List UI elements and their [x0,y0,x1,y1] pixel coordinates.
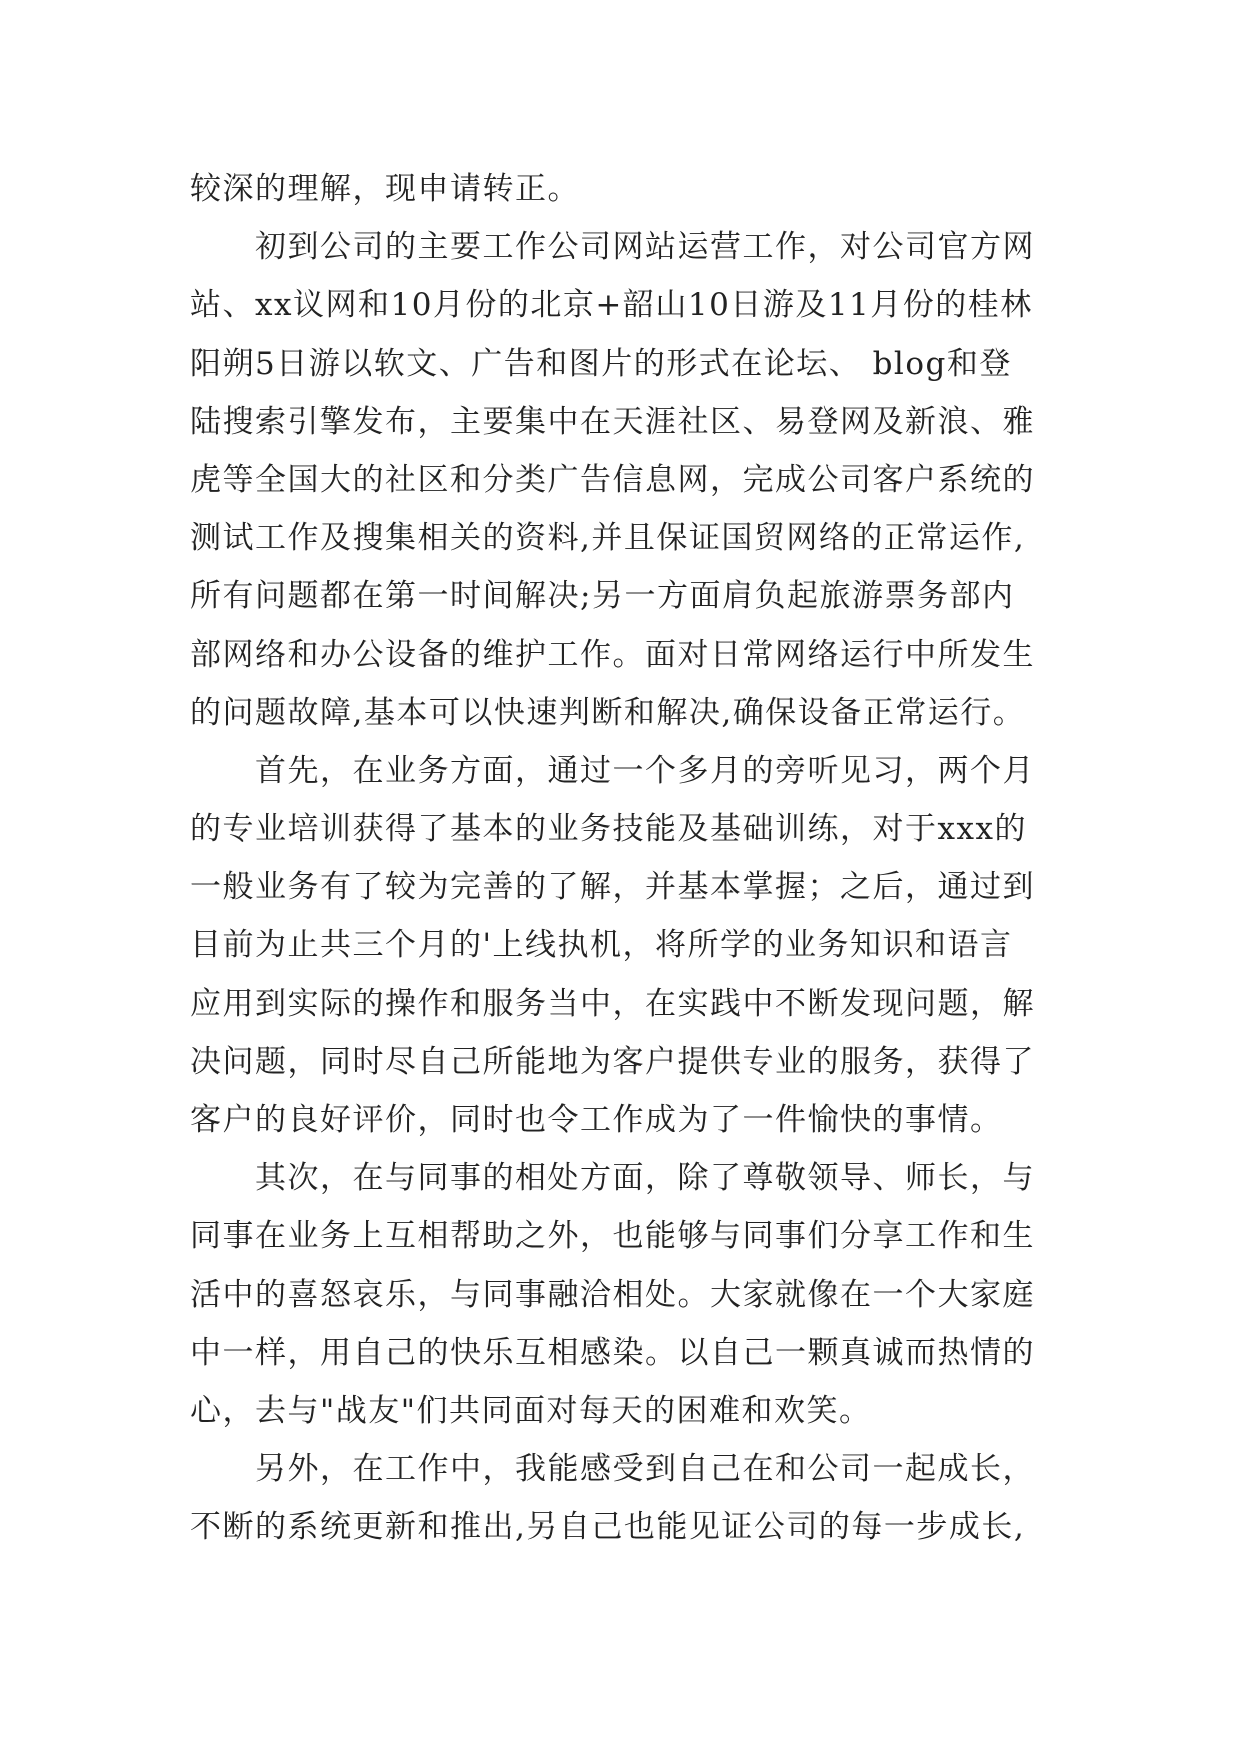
text-line: 部网络和办公设备的维护工作。面对日常网络运行中所发生 [190,636,1035,673]
text-line: 一般业务有了较为完善的了解，并基本掌握；之后，通过到 [190,869,1035,906]
text-line: 陆搜索引擎发布，主要集中在天涯社区、易登网及新浪、雅 [190,403,1035,440]
text-line: 同事在业务上互相帮助之外，也能够与同事们分享工作和生 [190,1218,1035,1255]
text-line: 站、xx议网和10月份的北京+韶山10日游及11月份的桂林 [190,287,1033,324]
text-line: 阳朔5日游以软文、广告和图片的形式在论坛、 blog和登 [190,345,1012,382]
text-line: 中一样，用自己的快乐互相感染。以自己一颗真诚而热情的 [190,1334,1035,1371]
text-line: 客户的良好评价，同时也令工作成为了一件愉快的事情。 [190,1102,1003,1138]
text-line: 较深的理解，现申请转正。 [190,171,580,207]
text-line: 的问题故障,基本可以快速判断和解决,确保设备正常运行。 [190,694,1026,731]
text-line: 活中的喜怒哀乐，与同事融洽相处。大家就像在一个大家庭 [190,1276,1035,1313]
text-line: 心，去与"战友"们共同面对每天的困难和欢笑。 [190,1392,872,1429]
paragraph-start-line: 首先，在业务方面，通过一个多月的旁听见习，两个月 [190,752,1035,789]
text-line: 不断的系统更新和推出,另自己也能见证公司的每一步成长, [190,1509,1026,1546]
paragraph-start-line: 初到公司的主要工作公司网站运营工作，对公司官方网 [190,229,1035,266]
paragraph-start-line: 另外，在工作中，我能感受到自己在和公司一起成长， [190,1451,1035,1488]
text-line: 测试工作及搜集相关的资料,并且保证国贸网络的正常运作, [190,520,1026,557]
text-line: 虎等全国大的社区和分类广告信息网，完成公司客户系统的 [190,461,1035,498]
paragraph-start-line: 其次，在与同事的相处方面，除了尊敬领导、师长，与 [190,1160,1035,1197]
text-line: 的专业培训获得了基本的业务技能及基础训练，对于xxx的 [190,811,1027,848]
text-line: 所有问题都在第一时间解决;另一方面肩负起旅游票务部内 [190,578,1015,615]
text-line: 目前为止共三个月的'上线执机，将所学的业务知识和语言 [190,927,1013,964]
document-body [190,160,1050,1557]
text-line: 决问题，同时尽自己所能地为客户提供专业的服务，获得了 [190,1043,1035,1080]
text-line: 应用到实际的操作和服务当中，在实践中不断发现问题，解 [190,985,1035,1022]
